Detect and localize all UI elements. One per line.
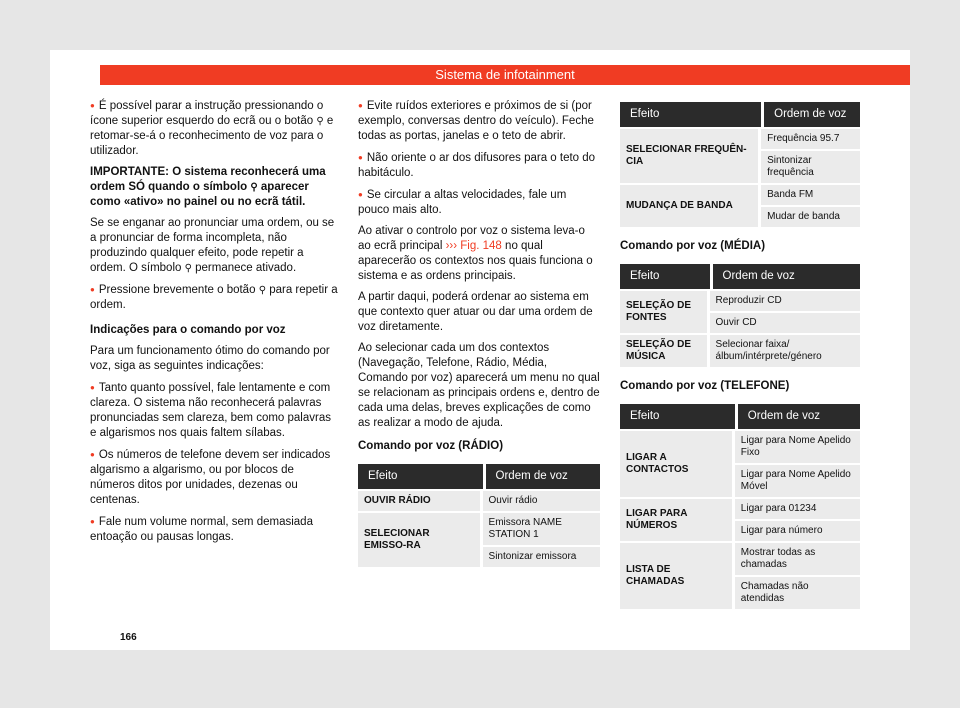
media-table [620,262,860,369]
order-cell: Ouvir CD [710,313,860,333]
order-cell: Mudar de banda [761,207,860,227]
paragraph: Se se enganar ao pronunciar uma ordem, ou se a pronunciar de forma incompleta, não produzindo qualquer efeito, pode repetir a ordem. O símbolo ⚲ permanece ativado. [90,217,335,274]
manual-page [50,50,910,650]
voice-icon: ⚲ [316,116,324,127]
order-cell: Ligar para Nome Apelido Fixo [735,431,860,463]
paragraph: Ao selecionar cada um dos contextos (Navegação, Telefone, Rádio, Média, Comando por voz) aparecerá um menu no qual se relacionam as principais ordens e, dentro de cada uma delas, breves explicações de como as realizar a modo de ajuda. [358,342,600,429]
radio-table [358,462,600,569]
order-cell: Mostrar todas as chamadas [735,543,860,575]
list-item: ● Não oriente o ar dos difusores para o teto do habitáculo. [358,150,600,181]
list-item: ● Os números de telefone devem ser indicados algarismo a algarismo, ou por blocos de números ditos por unidades, dezenas ou centenas. [90,447,338,508]
column-header-order: Ordem de voz [735,404,860,429]
subheading: Indicações para o comando por voz [90,324,286,336]
voice-icon: ⚲ [258,285,267,296]
table-row [620,431,860,463]
paragraph: ● É possível parar a instrução pressionando o ícone superior esquerdo do ecrã ou o botão ⚲ e retomar-se-á o reconhecimento de voz para o utilizador. [90,98,338,159]
effect-cell: OUVIR RÁDIO [358,491,483,511]
table-row [620,291,860,311]
important-note: IMPORTANTE: O sistema reconhecerá uma ordem SÓ quando o símbolo ⚲ aparecer como «ativo» no painel ou no ecrã tátil. [90,166,326,208]
paragraph: Ao ativar o controlo por voz o sistema leva-o ao ecrã principal ››› Fig. 148 no qual aparecerão os contextos nos quais funciona o sistema e as ordens principais. [358,225,593,282]
column-right [620,100,860,621]
phone-table [620,402,860,611]
voice-command-table [358,462,600,569]
order-cell: Ligar para 01234 [735,499,860,519]
effect-cell: SELECIONAR FREQUÊN-CIA [620,129,761,183]
effect-cell: SELEÇÃO DE FONTES [620,291,710,333]
table-row [620,499,860,519]
order-cell: Frequência 95.7 [761,129,860,149]
order-cell: Ligar para número [735,521,860,541]
column-header-order: Ordem de voz [710,264,860,289]
effect-cell: SELECIONAR EMISSO-RA [358,513,483,567]
voice-command-table [620,100,860,229]
paragraph: Para um funcionamento ótimo do comando por voz, siga as seguintes indicações: [90,345,330,372]
effect-cell: SELEÇÃO DE MÚSICA [620,335,710,367]
column-header-effect: Efeito [620,404,735,429]
frequency-table [620,100,860,229]
order-cell: Ouvir rádio [483,491,600,511]
table-row [358,513,600,545]
order-cell: Sintonizar frequência [761,151,860,183]
order-cell: Selecionar faixa/álbum/intérprete/género [710,335,860,367]
column-header-effect: Efeito [358,464,483,489]
column-header-effect: Efeito [620,102,761,127]
effect-cell: LIGAR PARA NÚMEROS [620,499,735,541]
order-cell: Banda FM [761,185,860,205]
effect-cell: MUDANÇA DE BANDA [620,185,761,227]
list-item: ● Tanto quanto possível, fale lentamente e com clareza. O sistema não reconhecerá palavras pronunciadas sem clareza, bem como palavras e algarismos nos quais faltem sílabas. [90,380,338,441]
table-title: Comando por voz (RÁDIO) [358,440,504,452]
list-item: ● Fale num volume normal, sem demasiada entoação ou pausas longas. [90,514,338,545]
column-header-order: Ordem de voz [483,464,600,489]
column-header-effect: Efeito [620,264,710,289]
table-row [620,335,860,367]
list-item: ● Se circular a altas velocidades, fale um pouco mais alto. [358,187,600,218]
table-row [620,185,860,205]
table-title: Comando por voz (MÉDIA) [620,240,766,252]
table-row [620,543,860,575]
figure-link[interactable]: ››› Fig. 148 [445,240,502,252]
order-cell: Emissora NAME STATION 1 [483,513,600,545]
table-title: Comando por voz (TELEFONE) [620,380,790,392]
column-header-order: Ordem de voz [761,102,860,127]
table-row [620,129,860,149]
voice-icon: ⚲ [184,263,192,274]
paragraph: A partir daqui, poderá ordenar ao sistema em que contexto quer atuar ou dar uma ordem de voz diretamente. [358,291,593,333]
voice-command-table [620,402,860,611]
list-item: ● Evite ruídos exteriores e próximos de si (por exemplo, conversas dentro do veículo). Feche todas as portas, janelas e o teto de abrir. [358,98,600,144]
paragraph: ● Pressione brevemente o botão ⚲ para repetir a ordem. [90,282,338,313]
order-cell: Reproduzir CD [710,291,860,311]
order-cell: Ligar para Nome Apelido Móvel [735,465,860,497]
section-header: Sistema de infotainment [100,65,910,85]
order-cell: Sintonizar emissora [483,547,600,567]
effect-cell: LIGAR A CONTACTOS [620,431,735,497]
voice-icon: ⚲ [250,182,258,193]
column-left [90,98,338,551]
voice-command-table [620,262,860,369]
column-middle [358,98,600,579]
table-row [358,491,600,511]
page-number: 166 [120,632,137,643]
order-cell: Chamadas não atendidas [735,577,860,609]
effect-cell: LISTA DE CHAMADAS [620,543,735,609]
